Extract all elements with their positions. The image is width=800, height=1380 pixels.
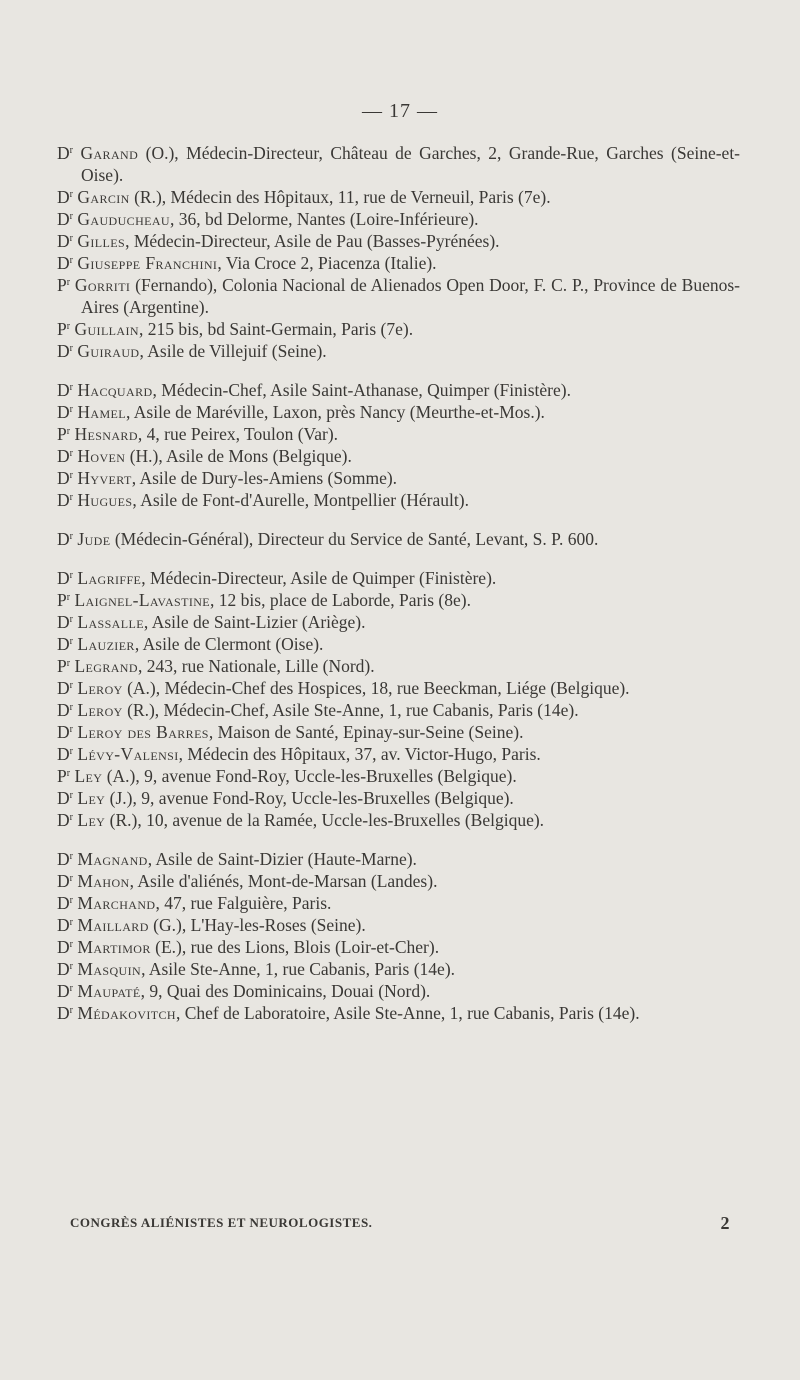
entry-name: Leroy [77, 700, 123, 720]
entry-name: Guillain [74, 319, 139, 339]
entry-title-superscript: r [69, 531, 73, 542]
list-item [57, 655, 740, 677]
entry-title: D [57, 634, 70, 654]
entry-title: D [57, 788, 70, 808]
list-item [57, 914, 740, 936]
entry-title: D [57, 402, 70, 422]
entry-details: , Asile de Saint-Dizier (Haute-Marne). [147, 849, 417, 869]
entry-title-superscript: r [69, 211, 73, 222]
entry-details: , 12 bis, place de Laborde, Paris (8e). [210, 590, 471, 610]
entry-title-superscript: r [69, 917, 73, 928]
entry-details: , Asile de Dury-les-Amiens (Somme). [131, 468, 398, 488]
entry-details: , 36, bd Delorme, Nantes (Loire-Inférieure). [170, 209, 479, 229]
entry-title: D [57, 253, 70, 273]
list-item [57, 445, 740, 467]
list-item [57, 467, 740, 489]
entry-title-superscript: r [69, 570, 73, 581]
entry-details: , Asile Ste-Anne, 1, rue Cabanis, Paris (14e). [141, 959, 456, 979]
entry-title-superscript: r [69, 873, 73, 884]
entry-details: (R.), Médecin des Hôpitaux, 11, rue de Verneuil, Paris (7e). [129, 187, 551, 207]
entry-details: , 4, rue Peirex, Toulon (Var). [137, 424, 339, 444]
entry-title-superscript: r [69, 790, 73, 801]
entry-title-superscript: r [69, 895, 73, 906]
entry-details: (G.), L'Hay-les-Roses (Seine). [148, 915, 366, 935]
entry-title: D [57, 231, 70, 251]
entry-title-superscript: r [69, 636, 73, 647]
entry-title: D [57, 612, 70, 632]
list-item [57, 252, 740, 274]
entry-title-superscript: r [66, 592, 71, 603]
entry-title: D [57, 143, 70, 163]
entry-details: (A.), 9, avenue Fond-Roy, Uccle-les-Bruxelles (Belgique). [102, 766, 517, 786]
entry-title: D [57, 380, 70, 400]
entry-details: (O.), Médecin-Directeur, Château de Garches, 2, Grande-Rue, Garches (Seine-et-Oise). [81, 143, 741, 185]
entry-name: Legrand [74, 656, 138, 676]
entry-details: (E.), rue des Lions, Blois (Loir-et-Cher). [150, 937, 440, 957]
list-item [57, 611, 740, 633]
entry-name: Laignel-Lavastine [74, 590, 211, 610]
entry-title-superscript: r [69, 1005, 73, 1016]
list-item [57, 870, 740, 892]
page-footer [70, 1215, 730, 1231]
entry-name: Garcin [77, 187, 130, 207]
entry-name: Masquin [77, 959, 142, 979]
entry-name: Ley [77, 810, 106, 830]
entry-title: D [57, 678, 70, 698]
entry-details: , Via Croce 2, Piacenza (Italie). [217, 253, 437, 273]
list-item [57, 633, 740, 655]
list-item [57, 318, 740, 340]
entry-details: , Asile de Clermont (Oise). [134, 634, 324, 654]
entry-title-superscript: r [69, 470, 73, 481]
entry-title: P [57, 656, 67, 676]
entry-details: (R.), 10, avenue de la Ramée, Uccle-les-Bruxelles (Belgique). [105, 810, 545, 830]
entry-title-superscript: r [69, 724, 73, 735]
entry-title-superscript: r [66, 277, 71, 288]
entry-details: , 9, Quai des Dominicains, Douai (Nord). [140, 981, 431, 1001]
entry-name: Gorriti [74, 275, 131, 295]
entry-title: D [57, 915, 70, 935]
list-item [57, 567, 740, 589]
entry-title-superscript: r [69, 189, 73, 200]
entry-name: Hyvert [77, 468, 132, 488]
entry-title: D [57, 529, 70, 549]
entry-details: , Asile de Saint-Lizier (Ariège). [143, 612, 366, 632]
entry-title: D [57, 744, 70, 764]
entry-title-superscript: r [69, 983, 73, 994]
entry-details: , Maison de Santé, Epinay-sur-Seine (Seine). [208, 722, 524, 742]
entry-details: (Fernando), Colonia Nacional de Alienados Open Door, F. C. P., Province de Buenos-Aires (Argentine). [81, 275, 740, 317]
entry-title: D [57, 810, 70, 830]
entry-details: (R.), Médecin-Chef, Asile Ste-Anne, 1, rue Cabanis, Paris (14e). [122, 700, 579, 720]
entry-title: P [57, 766, 67, 786]
entry-title: D [57, 341, 70, 361]
entry-title: D [57, 1003, 70, 1023]
entry-title-superscript: r [69, 939, 73, 950]
list-item [57, 423, 740, 445]
entry-title: P [57, 275, 67, 295]
entry-title: D [57, 849, 70, 869]
entry-name: Marchand [77, 893, 156, 913]
entry-name: Maillard [77, 915, 149, 935]
entry-title-superscript: r [69, 680, 73, 691]
entry-title: D [57, 209, 70, 229]
entry-name: Guiraud [77, 341, 140, 361]
list-item [57, 142, 740, 186]
entry-title: D [57, 490, 70, 510]
entry-title-superscript: r [69, 812, 73, 823]
entry-title: P [57, 424, 67, 444]
entry-details: , Médecin des Hôpitaux, 37, av. Victor-Hugo, Paris. [178, 744, 541, 764]
entry-details: , 47, rue Falguière, Paris. [155, 893, 332, 913]
entry-title-superscript: r [66, 321, 71, 332]
list-item [57, 765, 740, 787]
entry-title-superscript: r [66, 426, 71, 437]
entry-name: Martimor [77, 937, 151, 957]
entry-title: D [57, 959, 70, 979]
entry-title-superscript: r [69, 382, 73, 393]
entry-details: , Médecin-Directeur, Asile de Pau (Basses-Pyrénées). [125, 231, 500, 251]
entry-details: (Médecin-Général), Directeur du Service de Santé, Levant, S. P. 600. [110, 529, 599, 549]
entry-details: , Médecin-Chef, Asile Saint-Athanase, Quimper (Finistère). [152, 380, 571, 400]
list-item [57, 848, 740, 870]
entry-title-superscript: r [69, 343, 73, 354]
entry-title: D [57, 722, 70, 742]
list-item [57, 528, 740, 550]
entry-title-superscript: r [69, 961, 73, 972]
list-item [57, 936, 740, 958]
entry-details: (J.), 9, avenue Fond-Roy, Uccle-les-Bruxelles (Belgique). [105, 788, 514, 808]
list-item [57, 208, 740, 230]
entry-title: P [57, 319, 67, 339]
list-item [57, 699, 740, 721]
entry-name: Hacquard [77, 380, 153, 400]
entry-title: D [57, 446, 70, 466]
entry-title-superscript: r [66, 658, 71, 669]
entry-name: Lagriffe [77, 568, 142, 588]
member-list [57, 142, 740, 1024]
entry-name: Garand [80, 143, 139, 163]
list-item [57, 274, 740, 318]
entry-details: , Asile d'aliénés, Mont-de-Marsan (Landes). [129, 871, 438, 891]
entry-title: D [57, 568, 70, 588]
entry-title-superscript: r [66, 768, 71, 779]
entry-name: Lauzier [77, 634, 135, 654]
entry-title: D [57, 468, 70, 488]
entry-details: , Asile de Font-d'Aurelle, Montpellier (Hérault). [132, 490, 469, 510]
entry-name: Jude [77, 529, 111, 549]
entry-name: Médakovitch [77, 1003, 176, 1023]
entry-title: P [57, 590, 67, 610]
entry-name: Hesnard [74, 424, 138, 444]
entry-name: Hugues [77, 490, 133, 510]
list-item [57, 677, 740, 699]
list-item [57, 186, 740, 208]
entry-title-superscript: r [69, 404, 73, 415]
list-item [57, 489, 740, 511]
signature-mark: 2 [720, 1213, 730, 1233]
list-item [57, 1002, 740, 1024]
entry-title-superscript: r [69, 233, 73, 244]
page-number: — 17 — [362, 100, 438, 122]
entry-name: Leroy [77, 678, 123, 698]
entry-title: D [57, 700, 70, 720]
entry-name: Hoven [77, 446, 126, 466]
list-item [57, 787, 740, 809]
entry-title: D [57, 981, 70, 1001]
entry-details: , Chef de Laboratoire, Asile Ste-Anne, 1, rue Cabanis, Paris (14e). [175, 1003, 640, 1023]
entry-title-superscript: r [69, 702, 73, 713]
list-item [57, 958, 740, 980]
entry-name: Hamel [77, 402, 126, 422]
list-item [57, 379, 740, 401]
entry-name: Gilles [77, 231, 126, 251]
entry-title-superscript: r [69, 145, 73, 156]
running-title: CONGRÈS ALIÉNISTES ET NEUROLOGISTES. [70, 1215, 373, 1230]
entry-details: , Asile de Maréville, Laxon, près Nancy (Meurthe-et-Mos.). [126, 402, 545, 422]
entry-title-superscript: r [69, 492, 73, 503]
entry-name: Ley [77, 788, 106, 808]
entry-title: D [57, 187, 70, 207]
entry-title: D [57, 871, 70, 891]
entry-details: , 243, rue Nationale, Lille (Nord). [137, 656, 375, 676]
entry-details: , Asile de Villejuif (Seine). [139, 341, 327, 361]
entry-name: Maupaté [77, 981, 141, 1001]
entry-details: , Médecin-Directeur, Asile de Quimper (Finistère). [141, 568, 497, 588]
list-item [57, 743, 740, 765]
list-item [57, 401, 740, 423]
entry-name: Mahon [77, 871, 130, 891]
list-item [57, 809, 740, 831]
entry-name: Leroy des Barres [77, 722, 209, 742]
list-item [57, 980, 740, 1002]
entry-title-superscript: r [69, 255, 73, 266]
entry-details: (H.), Asile de Mons (Belgique). [125, 446, 352, 466]
entry-details: (A.), Médecin-Chef des Hospices, 18, rue Beeckman, Liége (Belgique). [122, 678, 630, 698]
list-item [57, 230, 740, 252]
entry-title: D [57, 937, 70, 957]
entry-name: Gauducheau [77, 209, 170, 229]
entry-details: , 215 bis, bd Saint-Germain, Paris (7e). [138, 319, 414, 339]
list-item [57, 589, 740, 611]
entry-title: D [57, 893, 70, 913]
list-item [57, 892, 740, 914]
entry-title-superscript: r [69, 448, 73, 459]
entry-name: Lassalle [77, 612, 144, 632]
entry-name: Magnand [77, 849, 148, 869]
entry-name: Lévy-Valensi [77, 744, 179, 764]
entry-title-superscript: r [69, 614, 73, 625]
entry-title-superscript: r [69, 746, 73, 757]
list-item [57, 340, 740, 362]
entry-name: Giuseppe Franchini [77, 253, 218, 273]
list-item [57, 721, 740, 743]
entry-name: Ley [74, 766, 103, 786]
entry-title-superscript: r [69, 851, 73, 862]
